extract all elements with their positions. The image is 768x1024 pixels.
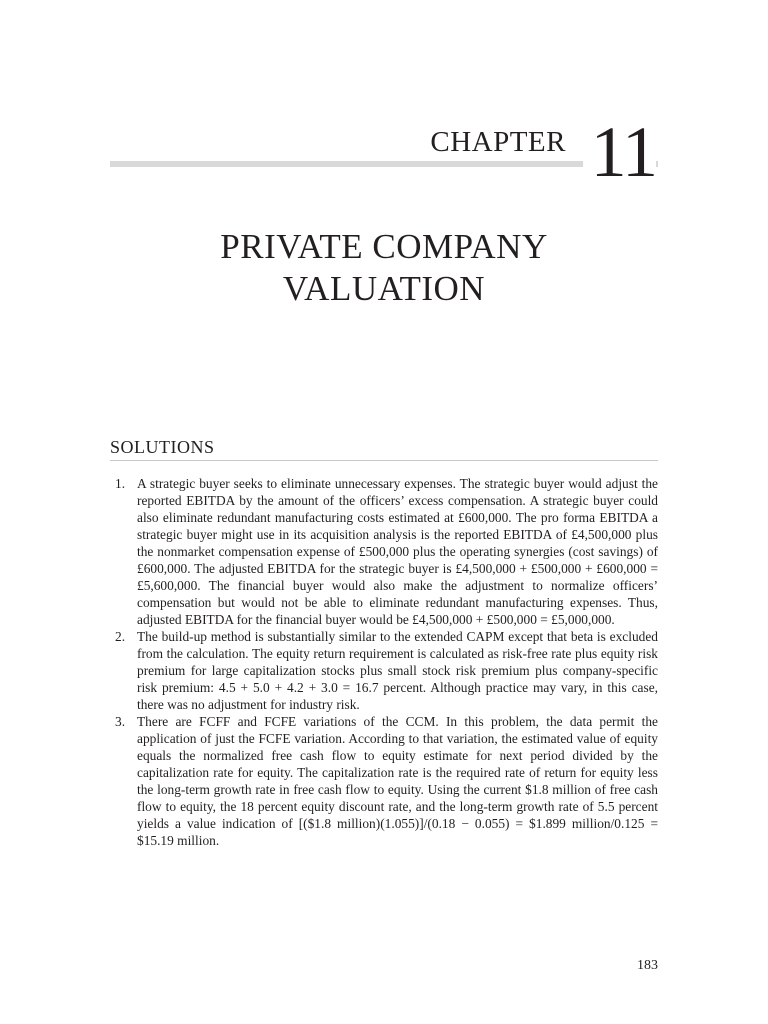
solution-item [110, 713, 658, 849]
chapter-title [110, 226, 658, 310]
solution-text: The build-up method is substantially similar to the extended CAPM except that beta is excluded from the calculation. The equity return requirement is calculated as risk-free rate plus equity risk premium for large capitalization stocks plus small stock risk premium plus company-specific risk premium: 4.5 + 5.0 + 4.2 + 3.0 = 16.7 percent. Although practice may vary, in this case, there was no adjustment for industry risk. [137, 629, 658, 712]
solution-number: 3. [115, 714, 126, 729]
solutions-list [110, 475, 658, 849]
chapter-label: CHAPTER [424, 128, 570, 159]
solution-text: A strategic buyer seeks to eliminate unnecessary expenses. The strategic buyer would adjust the reported EBITDA by the amount of the officers’ excess compensation. A strategic buyer could also eliminate redundant manufacturing costs estimated at £600,000. The pro forma EBITDA a strategic buyer might use in its acquisition analysis is the reported EBITDA of £4,500,000 plus the nonmarket compensation expense of £500,000 plus the operating synergies (cost savings) of £600,000. The adjusted EBITDA for the strategic buyer is £4,500,000 + £500,000 + £600,000 = £5,600,000. The financial buyer would also make the adjustment to normalize officers’ compensation but would not be able to eliminate redundant manufacturing expenses. Thus, adjusted EBITDA for the financial buyer would be £4,500,000 + £500,000 = £5,000,000. [137, 476, 658, 627]
solution-item [110, 475, 658, 628]
solution-number: 1. [115, 476, 126, 491]
page-number: 183 [637, 958, 658, 973]
solution-item [110, 628, 658, 713]
chapter-header-rule [110, 161, 658, 167]
chapter-number: 11 [583, 116, 656, 188]
section-heading: SOLUTIONS [110, 437, 215, 457]
chapter-title-line-2: VALUATION [282, 269, 486, 308]
solution-text: There are FCFF and FCFE variations of the CCM. In this problem, the data permit the application of just the FCFE variation. According to that variation, the estimated value of equity equals the normalized free cash flow to equity estimate for next period divided by the capitalization rate for equity. The capitalization rate is the required rate of return for equity less the long-term growth rate in free cash flow to equity. Using the current $1.8 million of free cash flow to equity, the 18 percent equity discount rate, and the long-term growth rate of 5.5 percent yields a value indication of [($1.8 million)(1.055)]/(0.18 − 0.055) = $1.899 million/0.125 = $15.19 million. [137, 714, 658, 848]
chapter-title-line-1: PRIVATE COMPANY [220, 227, 548, 266]
solution-number: 2. [115, 629, 126, 644]
section-rule [110, 460, 658, 461]
